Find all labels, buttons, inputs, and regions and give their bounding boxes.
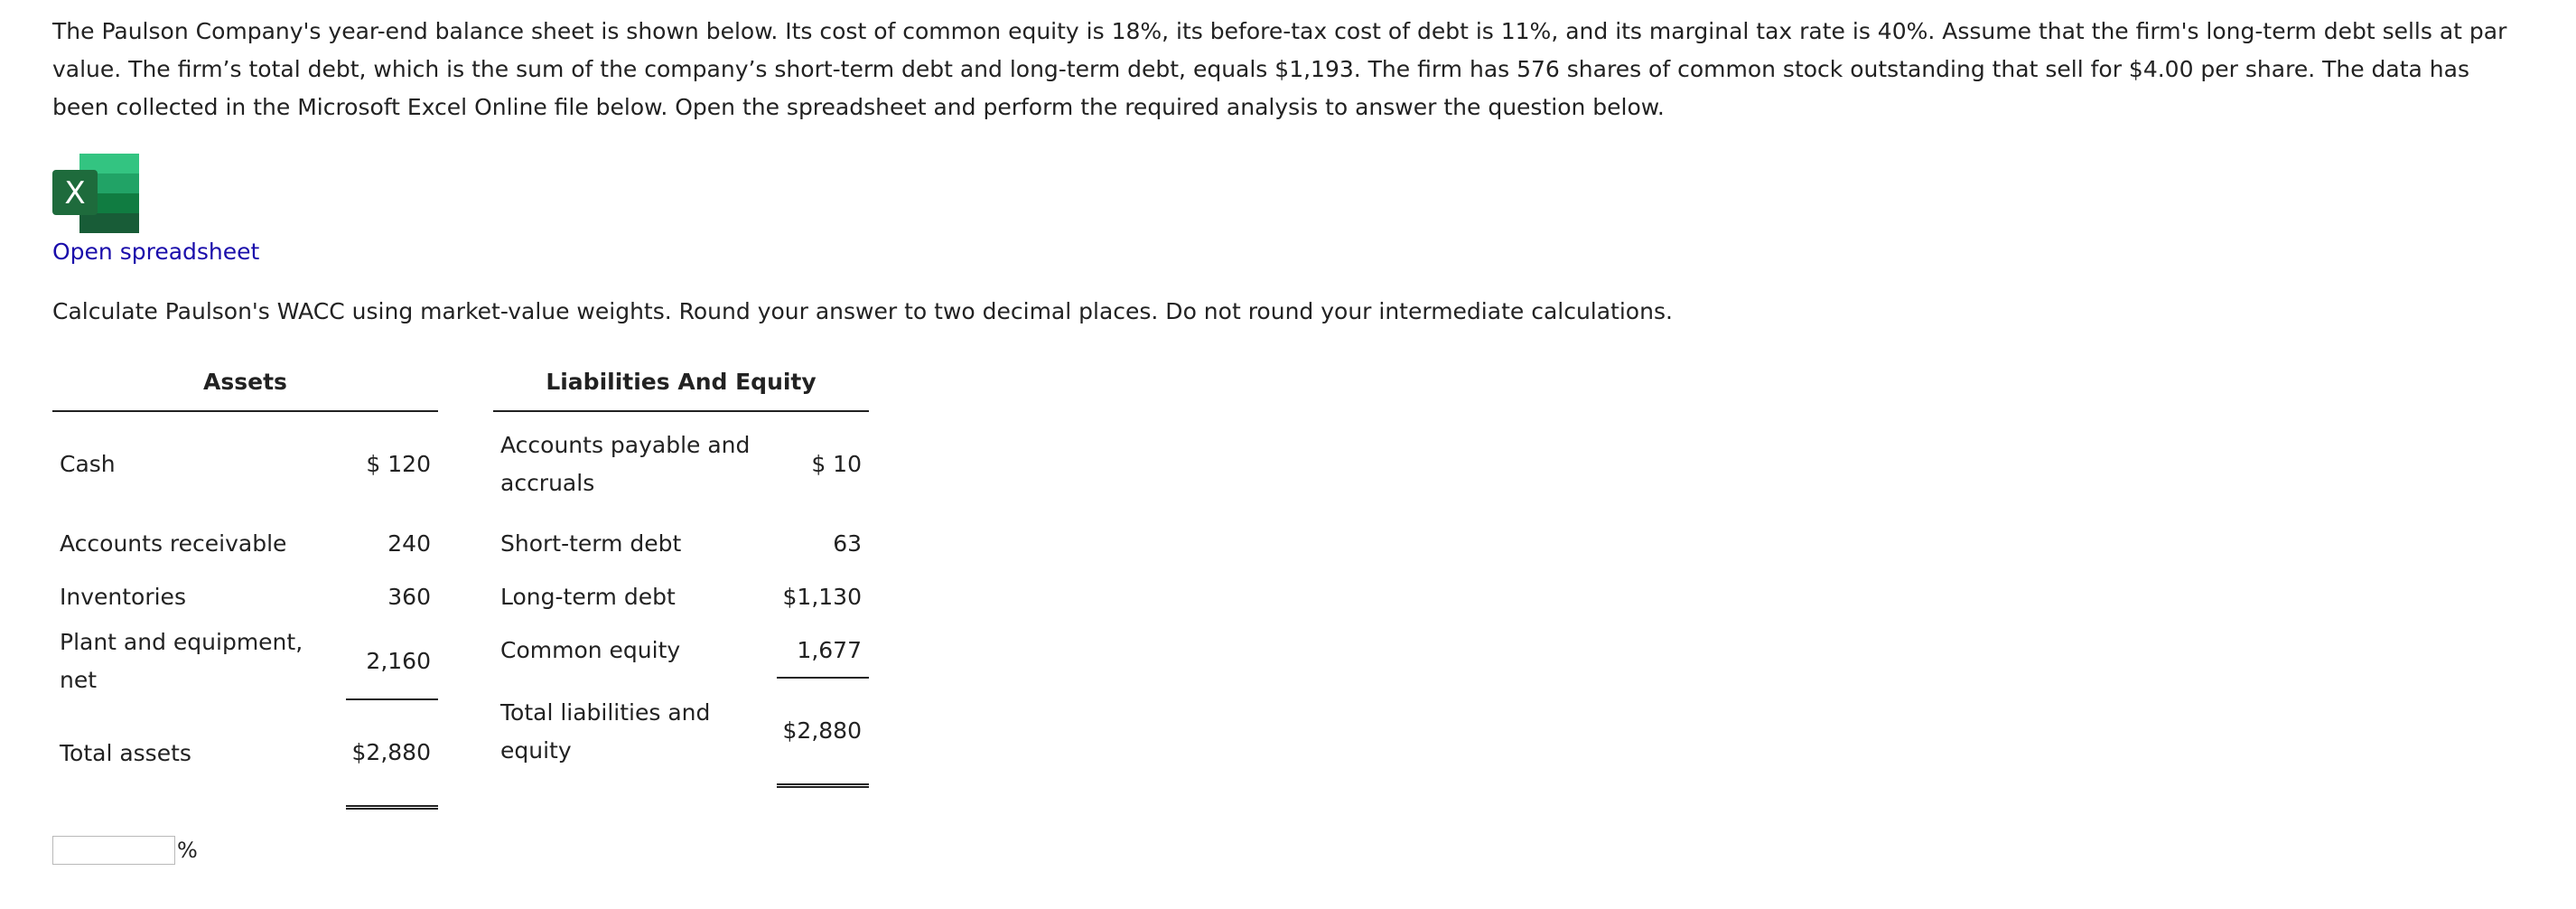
table-row [493, 517, 869, 570]
liability-label: Common equity [500, 637, 681, 663]
asset-value: 360 [387, 583, 431, 610]
excel-icon[interactable] [52, 154, 139, 233]
asset-label: Plant and equipment, net [60, 629, 303, 693]
liability-label: Short-term debt [500, 529, 682, 557]
asset-value: 240 [387, 529, 431, 557]
liability-value: $ 10 [811, 451, 862, 477]
liabilities-table [493, 361, 869, 788]
assets-header: Assets [52, 361, 438, 411]
total-assets-value: $2,880 [346, 699, 438, 808]
total-liabilities-value: $2,880 [777, 678, 869, 786]
table-row-total [52, 699, 438, 808]
liability-value: 63 [833, 529, 862, 557]
total-assets-label: Total assets [60, 739, 191, 766]
percent-unit: % [177, 838, 198, 863]
asset-value: $ 120 [366, 451, 431, 477]
liability-value: 1,677 [777, 623, 869, 678]
table-row [493, 411, 869, 517]
table-row [493, 570, 869, 623]
question-text: Calculate Paulson's WACC using market-value weights. Round your answer to two decimal places. Do not round your intermediate calculations. [52, 298, 1673, 324]
excel-icon-letter: X [64, 175, 86, 211]
liability-label: Accounts payable and accruals [500, 432, 751, 496]
asset-value: 2,160 [346, 623, 438, 699]
liability-value: $1,130 [782, 583, 862, 610]
asset-label: Accounts receivable [60, 529, 287, 557]
table-row [493, 623, 869, 678]
asset-label: Cash [60, 451, 116, 477]
open-spreadsheet-link[interactable]: Open spreadsheet [52, 239, 260, 265]
table-row [52, 570, 438, 623]
table-row-total [493, 678, 869, 786]
answer-area [52, 836, 198, 865]
table-row [52, 517, 438, 570]
total-liabilities-label: Total liabilities and equity [500, 698, 711, 764]
asset-label: Inventories [60, 583, 186, 610]
table-row [52, 411, 438, 517]
liability-label: Long-term debt [500, 583, 676, 610]
table-row [52, 623, 438, 699]
wacc-answer-input[interactable] [52, 836, 175, 865]
liabilities-header: Liabilities And Equity [493, 361, 869, 411]
assets-table [52, 361, 438, 810]
problem-statement: The Paulson Company's year-end balance sheet is shown below. Its cost of common equity is 18%, its before-tax cost of debt is 11%, and its marginal tax rate is 40%. Assume that the firm's long-term debt sells at par value. The firm’s total debt, which is the sum of the company’s short-term debt and long-term debt, equals $1,193. The firm has 576 shares of common stock outstanding that sell for $4.00 per share. The data has been collected in the Microsoft Excel Online file below. Open the spreadsheet and perform the required analysis to answer the question below. [52, 18, 2507, 120]
